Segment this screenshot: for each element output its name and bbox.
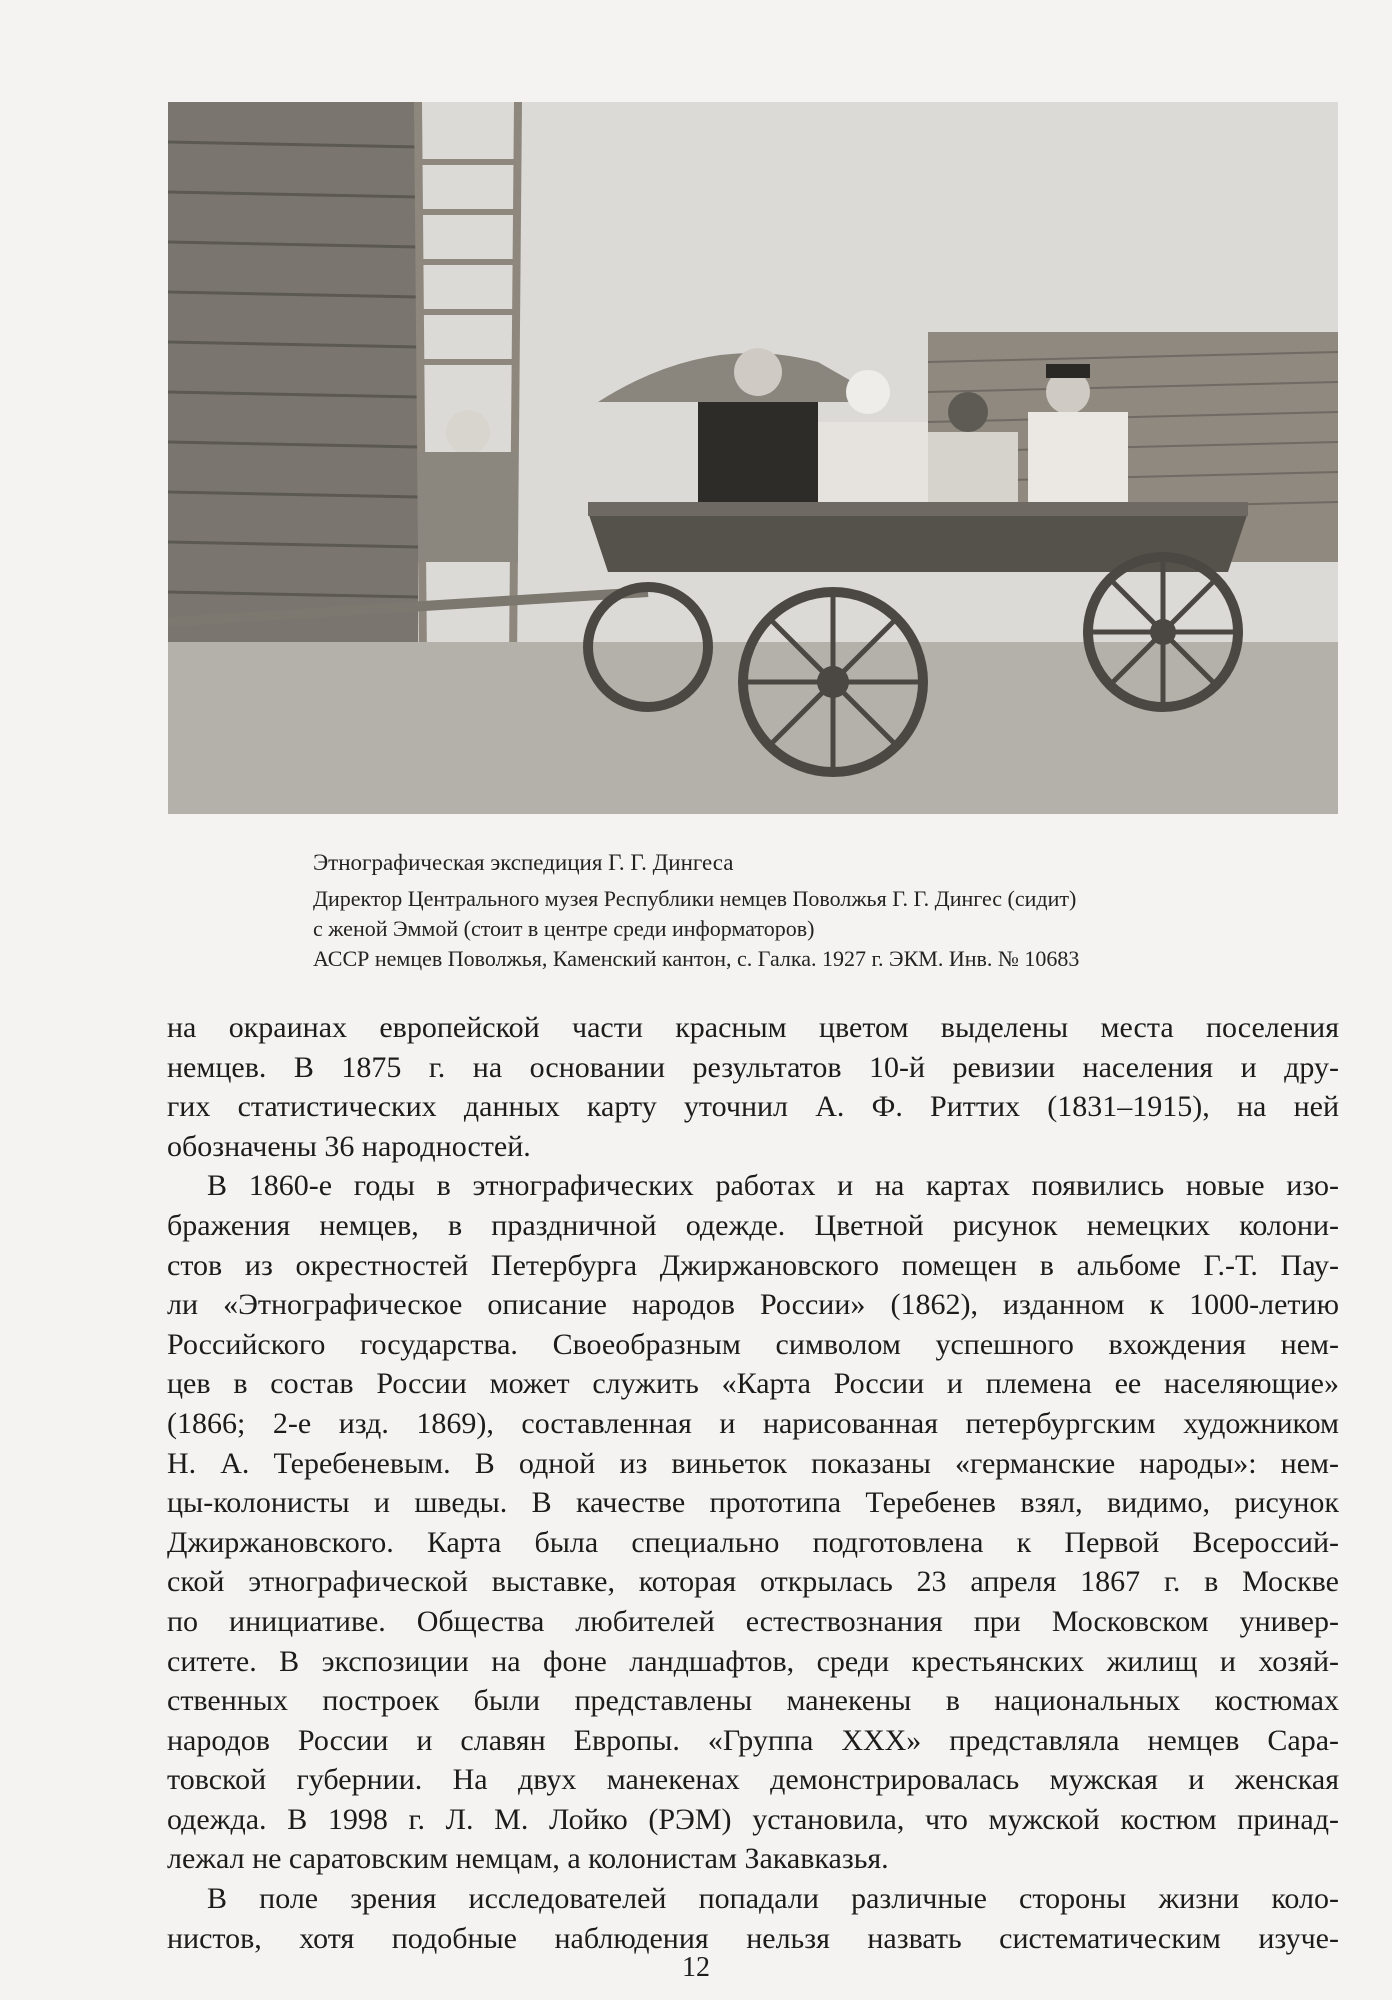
text-line: ситете. В экспозиции на фоне ландшафтов, среди крестьянских жилищ и хозяй- <box>167 1644 1339 1678</box>
text-line: нистов, хотя подобные наблюдения нельзя назвать систематическим изуче- <box>167 1921 1339 1955</box>
text-line: Джиржановского. Карта была специально подготовлена к Первой Всероссий- <box>167 1525 1339 1559</box>
caption-line: АССР немцев Поволжья, Каменский кантон, с. Галка. 1927 г. ЭКМ. Инв. № 10683 <box>313 946 1080 971</box>
page-number: 12 <box>682 1952 710 1983</box>
wagon-photo-illustration <box>168 102 1338 814</box>
text-line: народов России и славян Европы. «Группа XXX» представляла немцев Сара- <box>167 1723 1339 1757</box>
text-line: одежда. В 1998 г. Л. М. Лойко (РЭМ) установила, что мужской костюм принад- <box>167 1802 1339 1836</box>
text-line: на окраинах европейской части красным цветом выделены места поселения <box>167 1011 1339 1044</box>
text-line: лежал не саратовским немцам, а колонистам Закавказья. <box>167 1842 889 1876</box>
text-line: по инициативе. Общества любителей естествознания при Московском универ- <box>167 1604 1339 1638</box>
text-line: стов из окрестностей Петербурга Джиржановского помещен в альбоме Г.-Т. Пау- <box>167 1248 1339 1282</box>
caption-title: Этнографическая экспедиция Г. Г. Дингеса <box>313 850 734 875</box>
paragraph <box>167 1879 1339 1958</box>
paragraph <box>167 1008 1339 1166</box>
text-line: цев в состав России может служить «Карта России и племена ее населяющие» <box>167 1367 1339 1401</box>
text-line: Н. А. Теребеневым. В одной из виньеток показаны «германские народы»: нем- <box>167 1446 1339 1480</box>
caption-line: Директор Центрального музея Республики немцев Поволжья Г. Г. Дингес (сидит) <box>313 886 1077 911</box>
paragraph <box>167 1166 1339 1879</box>
archival-photo <box>168 102 1338 814</box>
text-line: ственных построек были представлены манекены в национальных костюмах <box>167 1684 1339 1718</box>
text-line: (1866; 2-е изд. 1869), составленная и нарисованная петербургским художником <box>167 1406 1339 1440</box>
text-line: товской губернии. На двух манекенах демонстрировалась мужская и женская <box>167 1763 1339 1797</box>
photo-caption <box>313 848 1273 974</box>
text-line: Российского государства. Своеобразным символом успешного вхождения нем- <box>167 1327 1339 1361</box>
text-line: обозначены 36 народностей. <box>167 1129 531 1163</box>
text-line: гих статистических данных карту уточнил А. Ф. Риттих (1831–1915), на ней <box>167 1090 1339 1124</box>
text-line: ли «Этнографическое описание народов России» (1862), изданном к 1000-летию <box>167 1288 1339 1322</box>
body-text <box>167 1008 1339 1958</box>
text-line: В 1860-е годы в этнографических работах и на картах появились новые изо- <box>207 1169 1339 1203</box>
text-line: немцев. В 1875 г. на основании результатов 10-й ревизии населения и дру- <box>167 1050 1339 1084</box>
text-line: В поле зрения исследователей попадали различные стороны жизни коло- <box>207 1882 1339 1916</box>
text-line: цы-колонисты и шведы. В качестве прототипа Теребенев взял, видимо, рисунок <box>167 1486 1339 1520</box>
caption-line: с женой Эммой (стоит в центре среди информаторов) <box>313 916 815 941</box>
text-line: бражения немцев, в праздничной одежде. Цветной рисунок немецких колони- <box>167 1208 1339 1242</box>
text-line: ской этнографической выставке, которая открылась 23 апреля 1867 г. в Москве <box>167 1565 1339 1599</box>
